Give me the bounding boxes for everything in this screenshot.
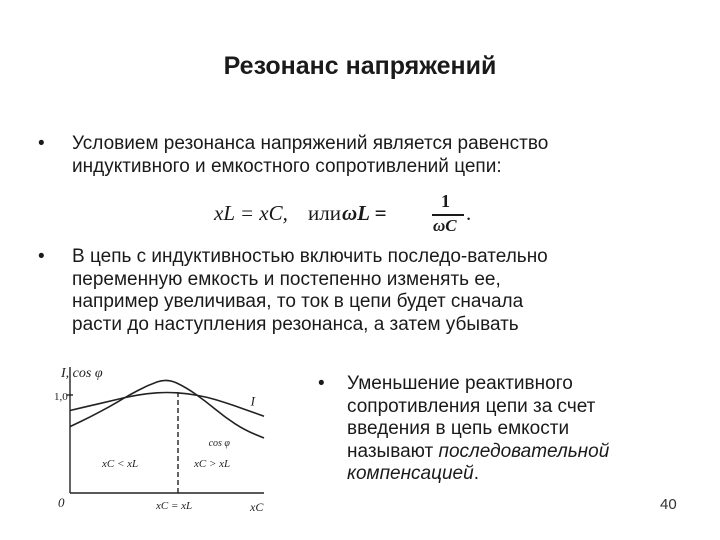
bullet3-plain-word: называют bbox=[347, 440, 434, 462]
region-left-label: xC < xL bbox=[102, 458, 139, 470]
bullet3-line5 bbox=[347, 463, 708, 486]
formula-numerator: 1 bbox=[441, 191, 450, 211]
formula-denominator: ωC bbox=[433, 216, 457, 235]
origin-label: 0 bbox=[58, 495, 65, 510]
resonance-formula bbox=[210, 191, 490, 239]
bullet3-line2: сопротивления цепи за счет bbox=[347, 395, 596, 417]
bullet2-line2: переменную емкость и постепенно изменять ее, bbox=[72, 268, 501, 290]
page-number: 40 bbox=[660, 496, 677, 513]
bullet-dot: • bbox=[38, 246, 45, 267]
region-right-label: xC > xL bbox=[194, 458, 231, 470]
bullet-series-capacitance bbox=[38, 246, 698, 336]
bullet3-term-part1: последовательной bbox=[438, 440, 610, 462]
bullet1-line1: Условием резонанса напряжений является равенство bbox=[72, 133, 549, 154]
bullet-compensation bbox=[318, 373, 708, 486]
axes bbox=[67, 367, 264, 493]
bullet3-term-part2: компенсацией bbox=[347, 463, 474, 484]
bullet-dot: • bbox=[38, 133, 45, 154]
y-tick-label: 1,0 bbox=[54, 391, 68, 403]
bullet2-line1: В цепь с индуктивностью включить последо-вательно bbox=[72, 246, 548, 267]
formula-omega-l: ωL = bbox=[342, 201, 387, 225]
bullet3-period: . bbox=[473, 463, 479, 484]
bullet-dot: • bbox=[318, 373, 325, 394]
y-axis-label: I, cos φ bbox=[61, 366, 103, 381]
formula-lhs: xL = xC, bbox=[214, 201, 288, 225]
bullet3-line3: введения в цепь емкости bbox=[347, 418, 570, 439]
x-axis-label: xC bbox=[250, 500, 264, 514]
resonance-chart bbox=[50, 363, 280, 518]
bullet-resonance-condition bbox=[38, 133, 698, 178]
slide-title: Резонанс напряжений bbox=[223, 52, 497, 80]
bullet3-line1: Уменьшение реактивного bbox=[347, 373, 573, 394]
bullet2-line3: например увеличивая, то ток в цепи будет сначала bbox=[72, 291, 524, 312]
resonance-label: xC = xL bbox=[156, 500, 193, 512]
series-label-cos-phi: cos φ bbox=[208, 438, 230, 449]
series-label-current: I bbox=[250, 393, 255, 409]
formula-or: или bbox=[308, 201, 341, 225]
formula-period: . bbox=[466, 201, 472, 225]
bullet1-line2: индуктивного и емкостного сопротивлений цепи: bbox=[72, 155, 502, 177]
bullet2-line4: расти до наступления резонанса, а затем убывать bbox=[72, 313, 519, 335]
series-line-cos-phi bbox=[70, 380, 264, 438]
bullet3-line4 bbox=[347, 441, 708, 464]
